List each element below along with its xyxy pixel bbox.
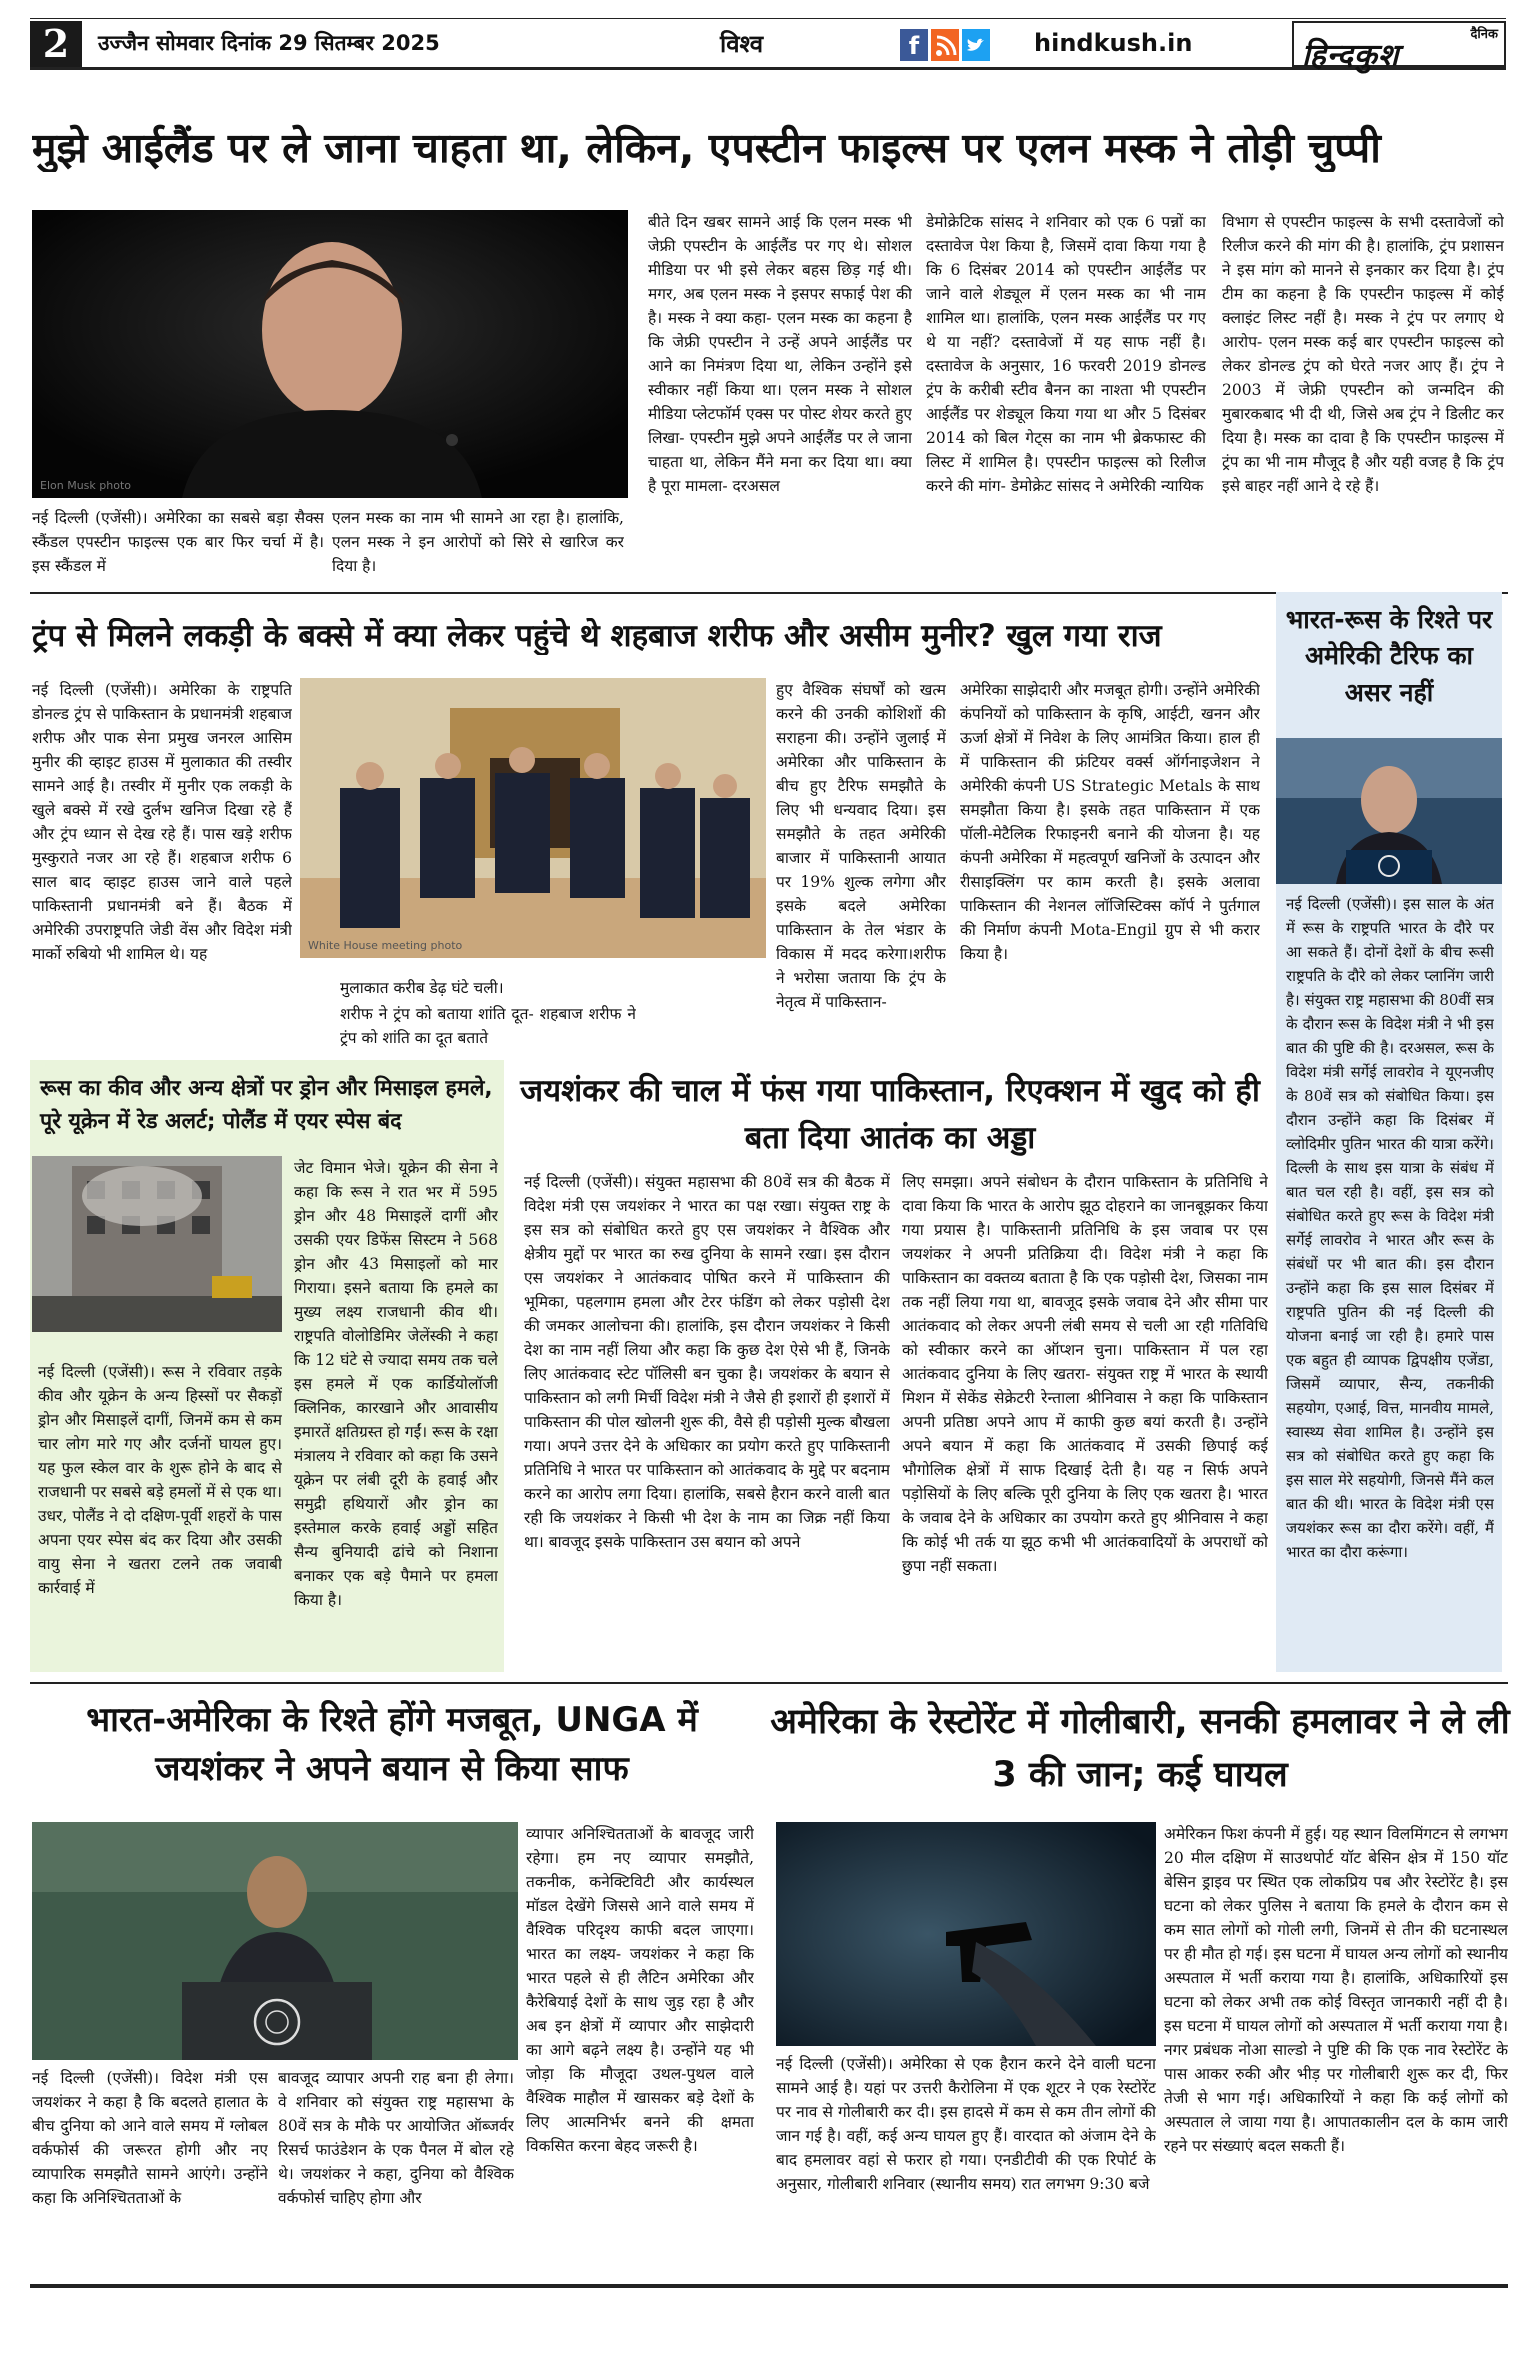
story2-image: White House meeting photo [300, 678, 766, 958]
gun-photo-illustration [776, 1822, 1156, 2046]
story5-headline: भारत-अमेरिका के रिश्ते होंगे मजबूत, UNGA में जयशंकर ने अपने बयान से किया साफ [86, 1700, 698, 1790]
sidebar-box [1276, 592, 1502, 1672]
facebook-icon[interactable]: f [900, 29, 928, 61]
story3-headline: रूस का कीव और अन्य क्षेत्रों पर ड्रोन और मिसाइल हमले, पूरे यूक्रेन में रेड अलर्ट; पोलैंड में एयर स्पेस बंद [40, 1076, 493, 1135]
story3-box [30, 1060, 504, 1672]
damaged-building-illustration [32, 1156, 282, 1332]
story6-col2: अमेरिकन फिश कंपनी में हुई। यह स्थान विलमिंगटन से लगभग 20 मील दक्षिण में साउथपोर्ट यॉट बेसिन क्षेत्र में 150 यॉट बेसिन ड्राइव पर स्थित एक लोकप्रिय पब और रेस्टोरेंट है। इस घटना को लेकर पुलिस ने बताया कि हमले के दौरान कम से कम सात लोगों को गोली लगी, जिनमें से तीन की घटनास्थल पर ही मौत हो गई। इस घटना में घायल अन्य लोगों को स्थानीय अस्पताल में भर्ती कराया गया है। हालांकि, अधिकारियों इस घटना को लेकर अभी तक कोई विस्तृत जानकारी नहीं दी है। इस घटना में घायल लोगों को अस्पताल में भर्ती कराया गया है। नगर प्रबंधक नोआ साल्डो ने पुष्टि की कि एक नाव रेस्टोरेंट के पास आकर रुकी और भीड़ पर गोलीबारी शुरू कर दी, फिर तेजी से भाग गई। अधिकारियों ने कहा कि कई लोगों को अस्पताल ले जाया गया है। आपातकालीन दल के काम जारी रहने पर संख्याएं बदल सकती हैं। [1164, 1825, 1508, 2155]
sidebar-text: नई दिल्ली (एजेंसी)। इस साल के अंत में रूस के राष्ट्रपति भारत के दौरे पर आ सकते हैं। दोनों देशों के बीच रूसी राष्ट्रपति के दौरे को लेकर प्लानिंग जारी है। संयुक्त राष्ट्र महासभा की 80वीं सत्र के दौरान रूस के विदेश मंत्री ने भी इस बात की पुष्टि की है। दरअसल, रूस के विदेश मंत्री सर्गेई लावरोव ने यूएनजीए के 80वें सत्र को संबोधित किया। इस दौरान उन्होंने कहा कि दिसंबर में व्लोदिमीर पुतिन भारत की यात्रा करेंगे। दिल्ली के साथ इस यात्रा के संबंध में बात चल रही है। वहीं, इस सत्र को संबोधित करते हुए रूस के विदेश मंत्री सर्गेई लावरोव ने भारत और रूस के संबंधों पर भी बात की। इस दौरान उन्होंने कहा कि इस साल दिसंबर में राष्ट्रपति पुतिन की नई दिल्ली की योजना बनाई जा रही है। हमारे पास एक बहुत ही व्यापक द्विपक्षीय एजेंडा, जिसमें व्यापार, सैन्य, तकनीकी सहयोग, एआई, वित्त, मानवीय मामले, स्वास्थ्य सेवा शामिल है। उन्होंने इस सत्र को संबोधित करते हुए कहा कि इस साल मेरे सहयोगी, जिनसे मैंने कल बात की थी। भारत के विदेश मंत्री एस जयशंकर रूस का दौरा करेंगे। वहीं, मैं भारत का दौरा करूंगा। [1286, 895, 1494, 1561]
story2-col4: अमेरिका साझेदारी और मजबूत होगी। उन्होंने अमेरिकी कंपनियों को पाकिस्तान के कृषि, आईटी, खनन और ऊर्जा क्षेत्रों में निवेश के लिए आमंत्रित किया। हाल ही में पाकिस्तान की फ्रंटियर वर्क्स ऑर्गनाइजेशन ने अमेरिकी कंपनी US Strategic Metals के साथ समझौता किया है। इसके तहत पाकिस्तान में एक पॉली-मेटैलिक रिफाइनरी बनाने की योजना है। यह कंपनी अमेरिका में महत्वपूर्ण खनिजों के उत्पादन और रीसाइक्लिंग पर काम करती है। इसके अलावा पाकिस्तान की नेशनल लॉजिस्टिक्स कॉर्प ने पुर्तगाल की निर्माण कंपनी Mota-Engil ग्रुप से भी करार किया है। [960, 681, 1260, 963]
story5-col3: व्यापार अनिश्चितताओं के बावजूद जारी रहेगा। हम नए व्यापार समझौते, तकनीक, कनेक्टिविटी और कार्यस्थल मॉडल देखेंगे जिससे आने वाले समय में वैश्विक परिदृश्य काफी बदल जाएगा। भारत का लक्ष्य- जयशंकर ने कहा कि भारत पहले से ही लैटिन अमेरिका और कैरेबियाई देशों के साथ जुड़ रहा है और अब इन क्षेत्रों में व्यापार और साझेदारी का आगे बढ़ने लक्ष्य है। उन्होंने यह भी जोड़ा कि मौजूदा उथल-पुथल वाले वैश्विक माहौल में खासकर बड़े देशों के लिए आत्मनिर्भर बनने की क्षमता विकसित करना बेहद जरूरी है। [526, 1825, 754, 2155]
story1-headline: मुझे आईलैंड पर ले जाना चाहता था, लेकिन, एपस्टीन फाइल्स पर एलन मस्क ने तोड़ी चुप्पी [32, 124, 1381, 172]
twitter-icon[interactable] [962, 29, 990, 61]
dateline: उज्जैन सोमवार दिनांक 29 सितम्बर 2025 [98, 31, 440, 55]
story3-image [32, 1156, 282, 1332]
story6-image [776, 1822, 1156, 2046]
story3-col1: नई दिल्ली (एजेंसी)। रूस ने रविवार तड़के कीव और यूक्रेन के अन्य हिस्सों पर सैकड़ों ड्रोन और मिसाइलें दागीं, जिनमें कम से कम चार लोग मारे गए और दर्जनों घायल हुए। यह फुल स्केल वार के शुरू होने के बाद से राजधानी पर सबसे बड़े हमलों में से एक था। उधर, पोलैंड ने दो दक्षिण-पूर्वी शहरों के पास अपना एयर स्पेस बंद कर दिया और उसकी वायु सेना ने खतरा टलने तक जवाबी कार्रवाई में [38, 1363, 282, 1597]
site-url[interactable]: hindkush.in [1034, 29, 1193, 57]
sidebar-headline: भारत-रूस के रिश्ते पर अमेरिकी टैरिफ का असर नहीं [1285, 605, 1493, 707]
divider [30, 1682, 1508, 1684]
brand-logo [1292, 21, 1506, 73]
sidebar-image [1276, 738, 1502, 884]
masthead [30, 18, 1506, 73]
social-icons [900, 29, 990, 61]
story2-headline: ट्रंप से मिलने लकड़ी के बक्से में क्या लेकर पहुंचे थे शहबाज शरीफ और असीम मुनीर? खुल गया राज [32, 618, 1162, 654]
story2-caption: मुलाकात करीब डेढ़ घंटे चली। [340, 979, 504, 997]
story1-col2: एलन मस्क का नाम भी सामने आ रहा है। हालांकि, एलन मस्क ने इन आरोपों को सिरे से खारिज कर दिया है। [332, 509, 624, 575]
story5-col1: नई दिल्ली (एजेंसी)। विदेश मंत्री एस जयशंकर ने कहा है कि बदलते हालात के बीच दुनिया को आने वाले समय में ग्लोबल वर्कफोर्स की जरूरत होगी और नए व्यापारिक समझौते सामने आएंगे। उन्होंने कहा कि अनिश्चितताओं के [32, 2069, 268, 2207]
page-number: 2 [30, 21, 82, 67]
rss-icon[interactable] [931, 29, 959, 61]
story5-image [32, 1822, 518, 2060]
story4-col2: लिए समझा। अपने संबोधन के दौरान पाकिस्तान के प्रतिनिधि ने दावा किया कि भारत के आरोप झूठ दोहराने का जानबूझकर किया गया प्रयास है। पाकिस्तानी प्रतिनिधि के इस जवाब पर एस जयशंकर ने अपनी प्रतिक्रिया दी। विदेश मंत्री ने कहा कि पाकिस्तान का वक्तव्य बताता है कि एक पड़ोसी देश, जिसका नाम तक नहीं लिया गया था, बावजूद इसके जवाब देने और सीमा पार आतंकवाद को लेकर अपनी लंबी समय से चली आ रही गतिविधि को स्वीकार करने का ऑप्शन चुना। पाकिस्तान में पल रहा आतंकवाद दुनिया के लिए खतरा- संयुक्त राष्ट्र में भारत के स्थायी मिशन में सेकेंड सेक्रेटरी रेन्ताला श्रीनिवास ने कहा कि पाकिस्तान अपनी प्रतिष्ठा अपने आप में काफी कुछ बयां करती है। उन्होंने अपने बयान में कहा कि आतंकवाद में उसकी छिपाई कई भौगोलिक क्षेत्रों में साफ दिखाई देती है। यह न सिर्फ अपने पड़ोसियों के लिए बल्कि पूरी दुनिया के लिए एक खतरा है। भारत के जवाब देने के अधिकार का उपयोग करते हुए श्रीनिवास ने कहा कि कोई भी तर्क या झूठ कभी भी आतंकवादियों के अपराधों को छुपा नहीं सकता। [902, 1173, 1268, 1575]
story5-col2: बावजूद व्यापार अपनी राह बना ही लेगा। वे शनिवार को संयुक्त राष्ट्र महासभा के 80वें सत्र के मौके पर आयोजित ऑब्जर्वर रिसर्च फाउंडेशन के एक पैनल में बोल रहे थे। जयशंकर ने कहा, दुनिया को वैश्विक वर्कफोर्स चाहिए होगा और [278, 2069, 514, 2207]
brand-name: हिन्दकुश [1302, 38, 1400, 73]
jaishankar-photo-illustration [32, 1822, 518, 2060]
story2-col3: हुए वैश्विक संघर्षों को खत्म करने की उनकी कोशिशों की सराहना की। उन्होंने जुलाई में अमेरिका और पाकिस्तान के बीच हुए टैरिफ समझौते के लिए भी धन्यवाद दिया। इस समझौते के तहत अमेरिकी बाजार में पाकिस्तानी आयात पर 19% शुल्क लगेगा और इसके बदले अमेरिका पाकिस्तान के तेल भंडार के विकास में मदद करेगा।शरीफ ने भरोसा जताया कि ट्रंप के नेतृत्व में पाकिस्तान- [776, 681, 946, 1011]
white-house-photo-illustration [300, 678, 766, 958]
section-label: विश्व [720, 30, 764, 58]
story2-col2: शरीफ ने ट्रंप को बताया शांति दूत- शहबाज शरीफ ने ट्रंप को शांति का दूत बताते [340, 1005, 636, 1047]
story6-headline: अमेरिका के रेस्टोरेंट में गोलीबारी, सनकी हमलावर ने ले ली 3 की जान; कई घायल [770, 1702, 1510, 1795]
musk-photo-illustration [32, 210, 628, 498]
story2-col1: नई दिल्ली (एजेंसी)। अमेरिका के राष्ट्रपति डोनल्ड ट्रंप से पाकिस्तान के प्रधानमंत्री शहबाज शरीफ और पाक सेना प्रमुख जनरल आसिम मुनीर की व्हाइट हाउस में मुलाकात की तस्वीर सामने आई है। तस्वीर में मुनीर एक लकड़ी के खुले बक्से में रखे दुर्लभ खनिज दिखा रहे हैं और ट्रंप ध्यान से देख रहे हैं। पास खड़े शरीफ मुस्कुराते नजर आ रहे हैं। शहबाज शरीफ 6 साल बाद व्हाइट हाउस जाने वाले पहले पाकिस्तानी प्रधानमंत्री बने हैं। बैठक में अमेरिकी उपराष्ट्रपति जेडी वेंस और विदेश मंत्री मार्को रुबियो भी शामिल थे। यह [32, 681, 292, 963]
story1-col3: बीते दिन खबर सामने आई कि एलन मस्क भी जेफ्री एपस्टीन के आईलैंड पर गए थे। सोशल मीडिया पर भी इसे लेकर बहस छिड़ गई थी। मगर, अब एलन मस्क ने इसपर सफाई पेश की है। मस्क ने क्या कहा- एलन मस्क का कहना है कि जेफ्री एपस्टीन ने उन्हें अपने आईलैंड पर आने का निमंत्रण दिया था, लेकिन उन्होंने इसे स्वीकार नहीं किया था। एलन मस्क ने सोशल मीडिया प्लेटफॉर्म एक्स पर पोस्ट शेयर करते हुए लिखा- एपस्टीन मुझे अपने आईलैंड पर ले जाना चाहता था, लेकिन मैंने मना कर दिया था। क्या है पूरा मामला- दरअसल [648, 213, 912, 495]
story1-col5: विभाग से एपस्टीन फाइल्स के सभी दस्तावेजों को रिलीज करने की मांग की है। हालांकि, ट्रंप प्रशासन ने इस मांग को मानने से इनकार कर दिया है। ट्रंप टीम का कहना है कि एपस्टीन फाइल्स में कोई क्लाइंट लिस्ट नहीं है। मस्क ने ट्रंप पर लगाए थे आरोप- एलन मस्क कई बार एपस्टीन फाइल्स को लेकर डोनल्ड ट्रंप को घेरते नजर आए हैं। ट्रंप ने 2003 में जेफ्री एपस्टीन को जन्मदिन की मुबारकबाद भी दी थी, जिसे अब ट्रंप ने डिलीट कर दिया है। मस्क का दावा है कि एपस्टीन फाइल्स में ट्रंप का भी नाम मौजूद है और यही वजह है कि ट्रंप इसे बाहर नहीं आने दे रहे हैं। [1222, 213, 1504, 495]
story3-col2: जेट विमान भेजे। यूक्रेन की सेना ने कहा कि रूस ने रात भर में 595 ड्रोन और 48 मिसाइलें दागीं और उसकी एयर डिफेंस सिस्टम ने 568 ड्रोन और 43 मिसाइलों को मार गिराया। इसने बताया कि हमले का मुख्य लक्ष्य राजधानी कीव थी। राष्ट्रपति वोलोडिमिर जेलेंस्की ने कहा कि 12 घंटे से ज्यादा समय तक चले इस हमले में एक कार्डियोलॉजी क्लिनिक, कारखाने और आवासीय इमारतें क्षतिग्रस्त हो गईं। रूस के रक्षा मंत्रालय ने रविवार को कहा कि उसने यूक्रेन पर लंबी दूरी के हवाई और समुद्री हथियारों और ड्रोन का इस्तेमाल करके हवाई अड्डों सहित सैन्य बुनियादी ढांचे को निशाना बनाकर एक बड़े पैमाने पर हमला किया है। [294, 1159, 498, 1609]
story6-col1: नई दिल्ली (एजेंसी)। अमेरिका से एक हैरान करने देने वाली घटना सामने आई है। यहां पर उत्तरी कैरोलिना में एक शूटर ने एक रेस्टोरेंट पर नाव से गोलीबारी कर दी। इस हादसे में कम से कम तीन लोगों की जान गई है। वहीं, कई अन्य घायल हुए हैं। वारदात को अंजाम देने के बाद हमलावर वहां से फरार हो गया। एनडीटीवी की एक रिपोर्ट के अनुसार, गोलीबारी शनिवार (स्थानीय समय) रात लगभग 9:30 बजे [776, 2055, 1156, 2193]
lavrov-photo-illustration [1276, 738, 1502, 884]
brand-small: दैनिक [1470, 27, 1498, 42]
story4-headline: जयशंकर की चाल में फंस गया पाकिस्तान, रिएक्शन में खुद को ही बता दिया आतंक का अड्डा [520, 1073, 1260, 1156]
story1-col1: नई दिल्ली (एजेंसी)। अमेरिका का सबसे बड़ा सैक्स स्कैंडल एपस्टीन फाइल्स एक बार फिर चर्चा में है। इस स्कैंडल में [32, 509, 324, 575]
story4-col1: नई दिल्ली (एजेंसी)। संयुक्त महासभा की 80वें सत्र की बैठक में विदेश मंत्री एस जयशंकर ने भारत का पक्ष रखा। संयुक्त राष्ट्र के इस सत्र को संबोधित करते हुए एस जयशंकर ने वैश्विक और क्षेत्रीय मुद्दों पर भारत का रुख दुनिया के सामने रखा। इस दौरान एस जयशंकर ने आतंकवाद पोषित करने में पाकिस्तान की भूमिका, पहलगाम हमला और टेरर फंडिंग को लेकर पड़ोसी देश की जमकर आलोचना की। हालांकि, इस दौरान जयशंकर ने किसी देश का नाम नहीं लिया और कहा कि कुछ देश ऐसे भी हैं, जिनके लिए आतंकवाद स्टेट पॉलिसी बन चुका है। जयशंकर के बयान से पाकिस्तान को लगी मिर्ची विदेश मंत्री ने जैसे ही इशारों ही इशारों में पाकिस्तान की पोल खोलनी शुरू की, वैसे ही पड़ोसी मुल्क बौखला गया। अपने उत्तर देने के अधिकार का प्रयोग करते हुए पाकिस्तानी प्रतिनिधि ने भारत पर पाकिस्तान को आतंकवाद के मुद्दे पर बदनाम करने का आरोप लगा दिया। हालांकि, सबसे हैरान करने वाली बात रही कि जयशंकर ने किसी भी देश के नाम का जिक्र नहीं किया था। बावजूद इसके पाकिस्तान उस बयान को अपने [524, 1173, 890, 1551]
story1-col4: डेमोक्रेटिक सांसद ने शनिवार को एक 6 पन्नों का दस्तावेज पेश किया है, जिसमें दावा किया गया है कि 6 दिसंबर 2014 को एपस्टीन आईलैंड पर जाने वाले शेड्यूल में एलन मस्क का भी नाम शामिल था। हालांकि, एलन मस्क आईलैंड पर गए थे या नहीं? दस्तावेजों में यह साफ नहीं है। दस्तावेज के अनुसार, 16 फरवरी 2019 डोनल्ड ट्रंप के करीबी स्टीव बैनन का नाश्ता भी एपस्टीन आईलैंड पर शेड्यूल किया गया था और 5 दिसंबर 2014 को बिल गेट्स का नाम भी ब्रेकफास्ट की लिस्ट में शामिल है। एपस्टीन फाइल्स को रिलीज करने की मांग- डेमोक्रेट सांसद ने अमेरिकी न्यायिक [926, 213, 1206, 495]
story1-image: Elon Musk photo [32, 210, 628, 498]
footer-rule [30, 2284, 1508, 2288]
